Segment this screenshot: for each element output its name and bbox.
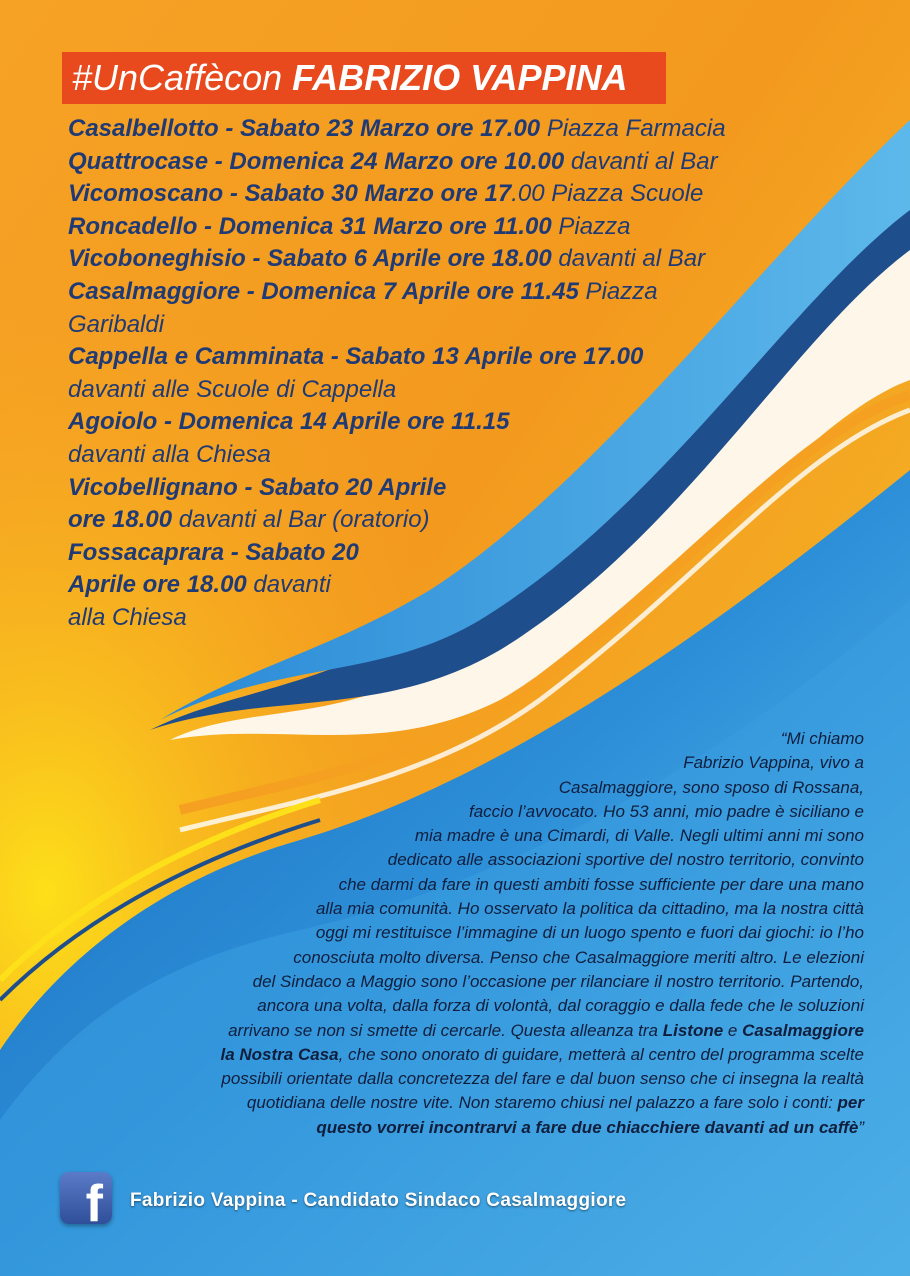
- quote-line: mia madre è una Cimardi, di Valle. Negli ultimi anni mi sono: [414, 826, 864, 846]
- event-location: davanti al Bar: [551, 245, 706, 273]
- event-item-cont: [68, 504, 828, 537]
- candidate-quote: [44, 727, 864, 1140]
- event-item-cont: [68, 602, 828, 635]
- event-time: - Sabato 20: [224, 538, 359, 566]
- quote-line: Casalmaggiore, sono sposo di Rossana,: [558, 777, 864, 797]
- event-time: ore 18.00: [68, 506, 173, 534]
- quote-text: quotidiana delle nostre vite. Non staremo chiusi nel palazzo a fare solo i conti:: [246, 1093, 833, 1113]
- event-location: Garibaldi: [68, 310, 165, 338]
- event-time: Sabato 23 Marzo ore 17.00: [233, 115, 541, 142]
- event-place: Casalbellotto -: [68, 115, 234, 142]
- event-place: Vicomoscano: [68, 180, 224, 208]
- quote-line: che darmi da fare in questi ambiti fosse sufficiente per dare una mano: [338, 874, 864, 894]
- quote-text: ”: [858, 1117, 864, 1137]
- event-item: [68, 178, 828, 211]
- event-location: .00 Piazza Scuole: [511, 180, 704, 208]
- quote-line: Fabrizio Vappina, vivo a: [683, 753, 864, 773]
- title-con: con: [224, 57, 293, 98]
- event-item: [68, 276, 828, 309]
- page-title: [62, 52, 666, 104]
- event-item-cont: [68, 309, 828, 342]
- footer-facebook-page[interactable]: Fabrizio Vappina - Candidato Sindaco Casalmaggiore: [130, 1190, 627, 1211]
- quote-bold: per: [837, 1093, 864, 1113]
- quote-text: e: [723, 1020, 743, 1040]
- title-hashtag: #UnCaffè: [72, 57, 225, 98]
- quote-line: faccio l’avvocato. Ho 53 anni, mio padre è siciliano e: [469, 801, 864, 821]
- quote-bold-nostra-casa: la Nostra Casa: [220, 1044, 339, 1064]
- event-location: Piazza: [551, 212, 631, 240]
- quote-line: [44, 1019, 864, 1043]
- quote-bold-listone: Listone: [662, 1020, 724, 1040]
- quote-line: oggi mi restituisce l’immagine di un luogo spento e fuori dai giochi: io l’ho: [315, 923, 864, 943]
- event-place: Vicobellignano: [68, 473, 238, 501]
- event-location: davanti al Bar: [564, 147, 718, 175]
- quote-line: [44, 1091, 864, 1115]
- quote-text: arrivano se non si smette di cercarle. Questa alleanza tra: [228, 1020, 659, 1040]
- event-time: - Domenica 14 Aprile ore 11.15: [157, 408, 510, 436]
- quote-line: “Mi chiamo: [780, 729, 864, 748]
- quote-line: alla mia comunità. Ho osservato la politica da cittadino, ma la nostra città: [315, 899, 864, 919]
- quote-line: dedicato alle associazioni sportive del nostro territorio, convinto: [387, 850, 864, 870]
- quote-line: ancora una volta, dalla forza di volontà, dal coraggio e dalla fede che le soluzioni: [257, 996, 864, 1016]
- quote-line: possibili orientate dalla concretezza del fare e dal buon senso che ci insegna la realtà: [221, 1069, 864, 1089]
- event-item: [68, 472, 828, 505]
- event-location: davanti alla Chiesa: [68, 440, 271, 468]
- event-time: - Domenica 24 Marzo ore 10.00: [208, 147, 565, 175]
- event-place: Casalmaggiore: [68, 277, 241, 305]
- event-location: Piazza: [578, 277, 658, 305]
- event-location: davanti al Bar (oratorio): [172, 506, 430, 534]
- event-place: Roncadello: [68, 212, 198, 240]
- event-location: davanti alle Scuole di Cappella: [68, 375, 397, 403]
- event-item-cont: [68, 374, 828, 407]
- quote-line: conosciuta molto diversa. Penso che Casalmaggiore meriti altro. Le elezioni: [293, 947, 864, 967]
- quote-line: del Sindaco a Maggio sono l’occasione per rilanciare il nostro territorio. Partendo,: [252, 971, 864, 991]
- quote-line: [44, 1043, 864, 1067]
- event-location: davanti: [246, 571, 331, 599]
- quote-text: , che sono onorato di guidare, metterà al centro del programma scelte: [338, 1044, 864, 1064]
- event-item-cont: [68, 569, 828, 602]
- event-place: Quattrocase: [68, 147, 209, 175]
- event-list: [68, 113, 828, 635]
- event-item-cont: [68, 439, 828, 472]
- event-place: Cappella e Camminata: [68, 343, 325, 371]
- event-time: Aprile ore 18.00: [68, 571, 247, 599]
- event-location: Piazza Farmacia: [540, 115, 726, 142]
- facebook-icon[interactable]: f: [60, 1172, 112, 1224]
- event-time: - Sabato 30 Marzo ore 17: [223, 180, 512, 208]
- event-item: [68, 406, 828, 439]
- event-item: [68, 211, 828, 244]
- event-place: Vicoboneghisio: [68, 245, 246, 273]
- quote-bold: questo vorrei incontrarvi a fare due chiacchiere davanti ad un caffè: [316, 1117, 859, 1137]
- event-time: - Domenica 7 Aprile ore 11.45: [240, 277, 579, 305]
- event-place: Agoiolo: [68, 408, 158, 436]
- event-location: alla Chiesa: [68, 603, 187, 631]
- event-time: - Sabato 20 Aprile: [237, 473, 447, 501]
- event-item: [68, 146, 828, 179]
- quote-bold-casal: Casalmaggiore: [742, 1020, 864, 1040]
- event-place: Fossacaprara: [68, 538, 225, 566]
- event-item: [68, 113, 828, 146]
- event-time: - Sabato 6 Aprile ore 18.00: [245, 245, 552, 273]
- event-time: - Sabato 13 Aprile ore 17.00: [324, 343, 644, 371]
- event-item: [68, 341, 828, 374]
- event-time: - Domenica 31 Marzo ore 11.00: [197, 212, 552, 240]
- event-item: [68, 537, 828, 570]
- event-item: [68, 243, 828, 276]
- title-name: FABRIZIO VAPPINA: [292, 57, 628, 98]
- quote-line: [44, 1116, 864, 1140]
